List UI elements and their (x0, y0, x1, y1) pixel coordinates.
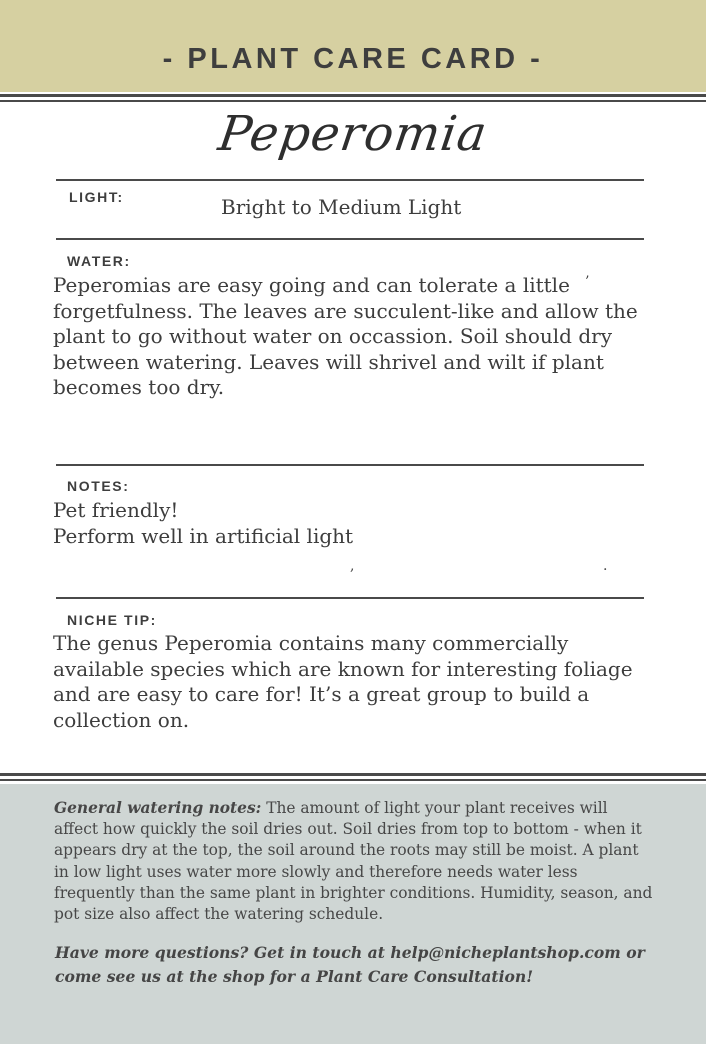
water-label: WATER: (67, 253, 131, 269)
divider-tip-top (56, 597, 644, 599)
notes-value: Pet friendly! Perform well in artificial light (53, 498, 354, 548)
divider-water-top (56, 238, 644, 240)
tip-label: NICHE TIP: (67, 612, 157, 628)
light-label: LIGHT: (69, 189, 124, 205)
general-watering-notes-text: The amount of light your plant receives will affect how quickly the soil dries out. Soil dries from top to bottom - when it appears dry at the top, the soil around the roots may still be moist. A plant in low light uses water more slowly and therefore needs water less frequently than the same plant in brighter conditions. Humidity, season, and pot size also affect the watering schedule. (54, 799, 653, 924)
contact-cta: Have more questions? Get in touch at help@nicheplantshop.com or come see us at the shop for a Plant Care Consultation! (55, 943, 645, 986)
footer-rule-2 (0, 779, 706, 781)
notes-label: NOTES: (67, 478, 130, 494)
water-value: Peperomias are easy going and can tolerate a little forgetfulness. The leaves are succulent-like and allow the plant to go without water on occassion. Soil should dry between watering. Leaves will shrivel and wilt if plant becomes too dry. (53, 273, 638, 399)
tip-value: The genus Peperomia contains many commercially available species which are known for interesting foliage and are easy to care for! It’s a great group to build a collection on. (53, 631, 633, 732)
footer-rule-1 (0, 773, 706, 776)
plant-name: Peperomia (215, 106, 491, 162)
header-rule-1 (0, 94, 706, 97)
stray-comma-mark-2: , (350, 558, 355, 574)
stray-comma-mark: ’ (585, 274, 590, 290)
stray-period-mark: . (603, 558, 608, 574)
divider-notes-top (56, 464, 644, 466)
general-watering-notes (54, 798, 654, 925)
divider-light-top (56, 179, 644, 181)
light-value: Bright to Medium Light (221, 195, 462, 219)
header-rule-2 (0, 100, 706, 102)
card-header (0, 0, 706, 92)
card-title: - PLANT CARE CARD - (162, 43, 544, 75)
general-watering-notes-heading: General watering notes: (54, 799, 262, 817)
